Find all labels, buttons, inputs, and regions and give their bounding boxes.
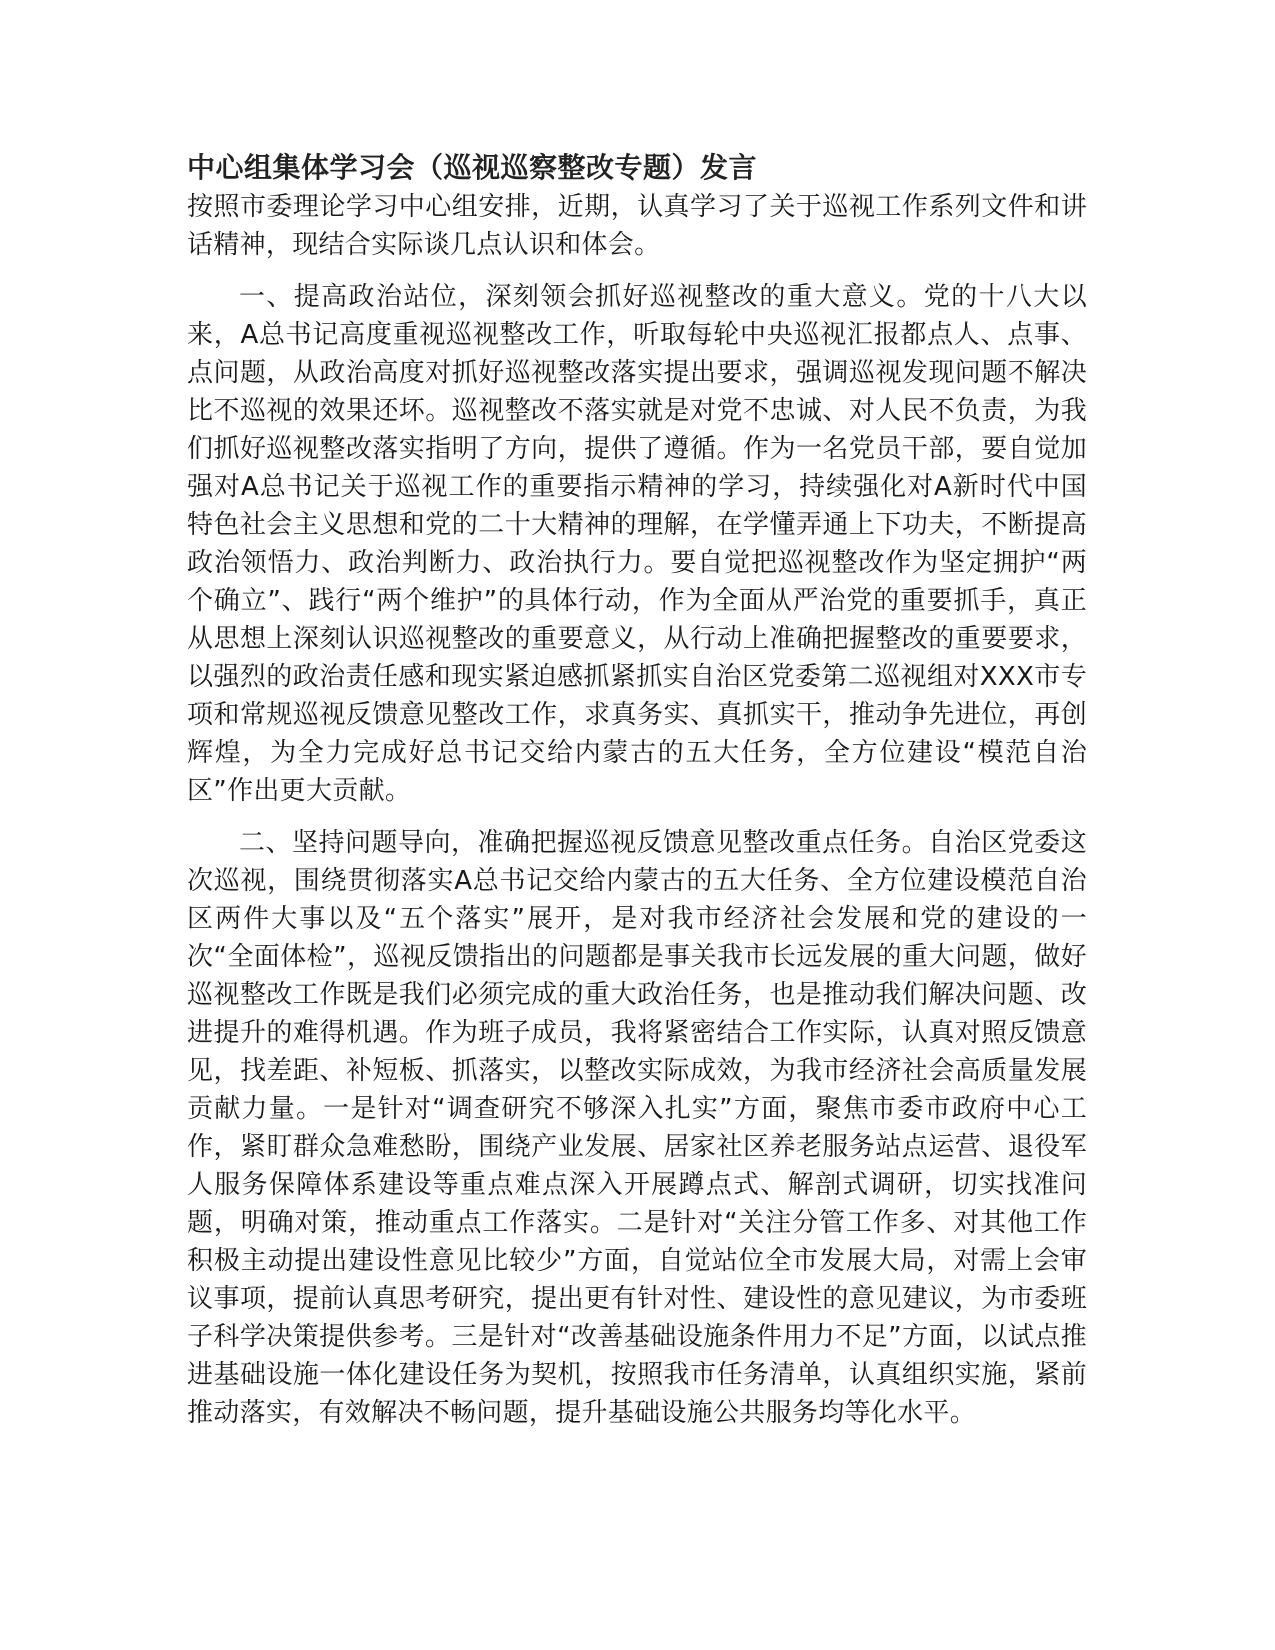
- document-body: [187, 148, 1087, 1446]
- intro-paragraph: 按照市委理论学习中心组安排，近期，认真学习了关于巡视工作系列文件和讲话精神，现结合实际谈几点认识和体会。: [187, 192, 1087, 260]
- document-title: 中心组集体学习会（巡视巡察整改专题）发言: [187, 151, 758, 184]
- paragraph-section-2: 二、坚持问题导向，准确把握巡视反馈意见整改重点任务。自治区党委这次巡视，围绕贯彻落实A总书记交给内蒙古的五大任务、全方位建设模范自治区两件大事以及“五个落实”展开，是对我市经济社会发展和党的建设的一次“全面体检”，巡视反馈指出的问题都是事关我市长远发展的重大问题，做好巡视整改工作既是我们必须完成的重大政治任务，也是推动我们解决问题、改进提升的难得机遇。作为班子成员，我将紧密结合工作实际，认真对照反馈意见，找差距、补短板、抓落实，以整改实际成效，为我市经济社会高质量发展贡献力量。一是针对“调查研究不够深入扎实”方面，聚焦市委市政府中心工作，紧盯群众急难愁盼，围绕产业发展、居家社区养老服务站点运营、退役军人服务保障体系建设等重点难点深入开展蹲点式、解剖式调研，切实找准问题，明确对策，推动重点工作落实。二是针对“关注分管工作多、对其他工作积极主动提出建设性意见比较少”方面，自觉站位全市发展大局，对需上会审议事项，提前认真思考研究，提出更有针对性、建设性的意见建议，为市委班子科学决策提供参考。三是针对“改善基础设施条件用力不足”方面，以试点推进基础设施一体化建设任务为契机，按照我市任务清单，认真组织实施，紧前推动落实，有效解决不畅问题，提升基础设施公共服务均等化水平。: [187, 828, 1087, 1428]
- paragraph-section-1: 一、提高政治站位，深刻领会抓好巡视整改的重大意义。党的十八大以来，A总书记高度重视巡视整改工作，听取每轮中央巡视汇报都点人、点事、点问题，从政治高度对抓好巡视整改落实提出要求，强调巡视发现问题不解决比不巡视的效果还坏。巡视整改不落实就是对党不忠诚、对人民不负责，为我们抓好巡视整改落实指明了方向，提供了遵循。作为一名党员干部，要自觉加强对A总书记关于巡视工作的重要指示精神的学习，持续强化对A新时代中国特色社会主义思想和党的二十大精神的理解，在学懂弄通上下功夫，不断提高政治领悟力、政治判断力、政治执行力。要自觉把巡视整改作为坚定拥护“两个确立”、践行“两个维护”的具体行动，作为全面从严治党的重要抓手，真正从思想上深刻认识巡视整改的重要意义，从行动上准确把握整改的重要要求，以强烈的政治责任感和现实紧迫感抓紧抓实自治区党委第二巡视组对XXX市专项和常规巡视反馈意见整改工作，求真务实、真抓实干，推动争先进位，再创辉煌，为全力完成好总书记交给内蒙古的五大任务，全方位建设“模范自治区”作出更大贡献。: [187, 282, 1087, 806]
